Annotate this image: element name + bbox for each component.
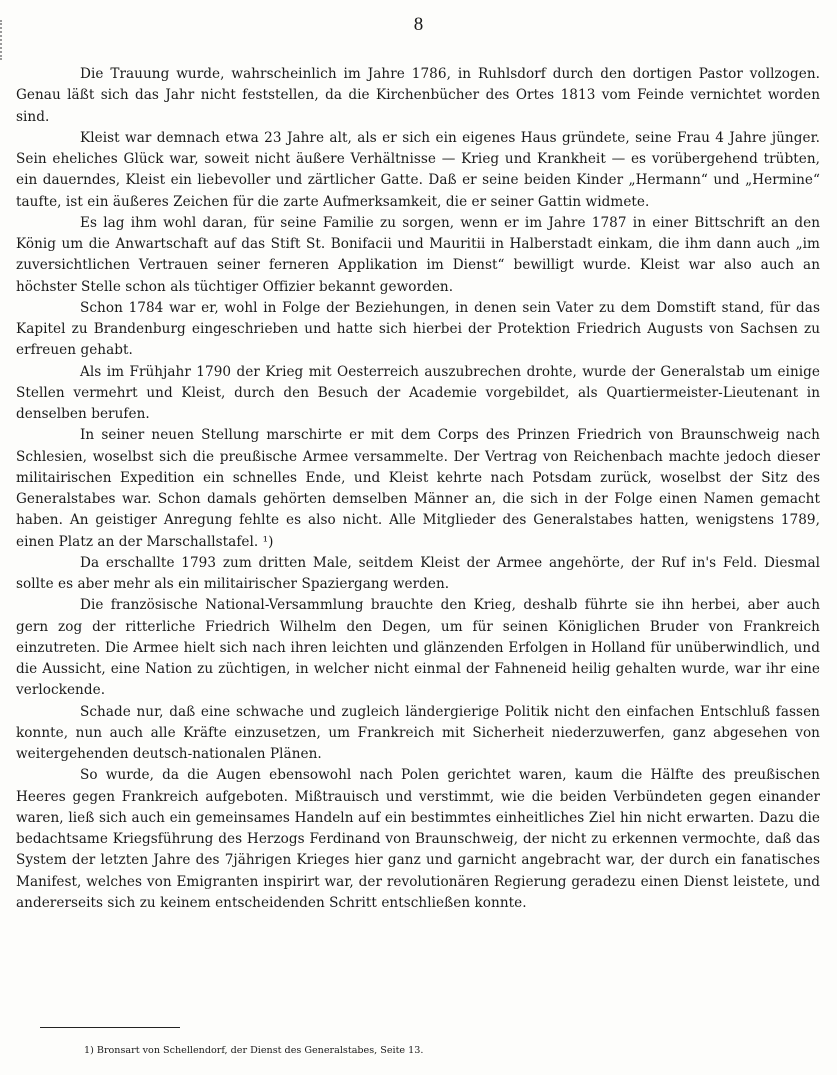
- paragraph: Die französische National-Versammlung brauchte den Krieg, deshalb führte sie ihn herbei, aber auch gern zog der ritterliche Friedrich Wilhelm den Degen, um für seinen Königlichen Bruder von Frankreich einzutreten. Die Armee hielt sich nach ihren leichten und glänzenden Erfolgen in Holland für unüberwindlich, und die Aussicht, eine Nation zu züchtigen, in welcher nicht einmal der Fahneneid heilig gehalten wurde, war ihr eine verlockende.: [16, 597, 820, 699]
- body-text: [16, 64, 820, 914]
- paragraph: Es lag ihm wohl daran, für seine Familie zu sorgen, wenn er im Jahre 1787 in einer Bittschrift an den König um die Anwartschaft auf das Stift St. Bonifacii und Mauritii in Halberstadt einkam, die ihm dann auch „im zuversichtlichen Vertrauen seiner ferneren Applikation im Dienst“ bewilligt wurde. Kleist war also auch an höchster Stelle schon als tüchtiger Offizier bekannt geworden.: [16, 214, 820, 295]
- footnote-divider: [40, 1027, 180, 1028]
- footnote: 1) Bronsart von Schellendorf, der Dienst des Generalstabes, Seite 13.: [84, 1045, 424, 1056]
- paragraph: Schon 1784 war er, wohl in Folge der Beziehungen, in denen sein Vater zu dem Domstift stand, für das Kapitel zu Brandenburg eingeschrieben und hatte sich hierbei der Protektion Friedrich Augusts von Sachsen zu erfreuen gehabt.: [16, 299, 820, 359]
- page-number: 8: [413, 14, 424, 35]
- paragraph: Schade nur, daß eine schwache und zugleich ländergierige Politik nicht den einfachen Entschluß fassen konnte, nun auch alle Kräfte einzusetzen, um Frankreich mit Sicherheit niederzuwerfen, ganz abgesehen von weitergehenden deutsch-nationalen Plänen.: [16, 703, 820, 762]
- paragraph: Kleist war demnach etwa 23 Jahre alt, als er sich ein eigenes Haus gründete, seine Frau 4 Jahre jünger. Sein eheliches Glück war, soweit nicht äußere Verhältnisse — Krieg und Krankheit — es vorübergehend trübten, ein dauerndes, Kleist ein liebevoller und zärtlicher Gatte. Daß er seine beiden Kinder „Hermann“ und „Hermine“ taufte, ist ein äußeres Zeichen für die zarte Aufmerksamkeit, die er seiner Gattin widmete.: [16, 129, 820, 210]
- paragraph: Die Trauung wurde, wahrscheinlich im Jahre 1786, in Ruhlsdorf durch den dortigen Pastor vollzogen. Genau läßt sich das Jahr nicht feststellen, da die Kirchenbücher des Ortes 1813 vom Feinde vernichtet worden sind.: [16, 66, 820, 125]
- paragraph: Als im Frühjahr 1790 der Krieg mit Oesterreich auszubrechen drohte, wurde der Generalstab um einige Stellen vermehrt und Kleist, durch den Besuch der Academie vorgebildet, als Quartiermeister-Lieutenant in denselben berufen.: [16, 363, 820, 422]
- paragraph: In seiner neuen Stellung marschirte er mit dem Corps des Prinzen Friedrich von Braunschweig nach Schlesien, woselbst sich die preußische Armee versammelte. Der Vertrag von Reichenbach machte jedoch dieser militairischen Expedition ein schnelles Ende, und Kleist kehrte nach Potsdam zurück, woselbst der Sitz des Generalstabes war. Schon damals gehörten demselben Männer an, die sich in der Folge einen Namen gemacht haben. An geistiger Anregung fehlte es also nicht. Alle Mitglieder des Generalstabes hatten, wenigstens 1789, einen Platz an der Marschallstafel. ¹): [16, 427, 820, 550]
- paragraph: Da erschallte 1793 zum dritten Male, seitdem Kleist der Armee angehörte, der Ruf in's Feld. Diesmal sollte es aber mehr als ein militairischer Spaziergang werden.: [16, 554, 820, 592]
- paragraph: So wurde, da die Augen ebensowohl nach Polen gerichtet waren, kaum die Hälfte des preußischen Heeres gegen Frankreich aufgeboten. Mißtrauisch und verstimmt, wie die beiden Verbündeten gegen einander waren, ließ sich auch ein gemeinsames Handeln auf ein bestimmtes einheitliches Ziel hin nicht erwarten. Dazu die bedachtsame Kriegsführung des Herzogs Ferdinand von Braunschweig, der nicht zu erkennen vermochte, daß das System der letzten Jahre des 7jährigen Krieges hier ganz und garnicht angebracht war, der durch ein fanatisches Manifest, welches von Emigranten inspirirt war, der revolutionären Regierung geradezu einen Dienst leistete, und andererseits sich zu keinem entscheidenden Schritt entschließen konnte.: [16, 767, 820, 911]
